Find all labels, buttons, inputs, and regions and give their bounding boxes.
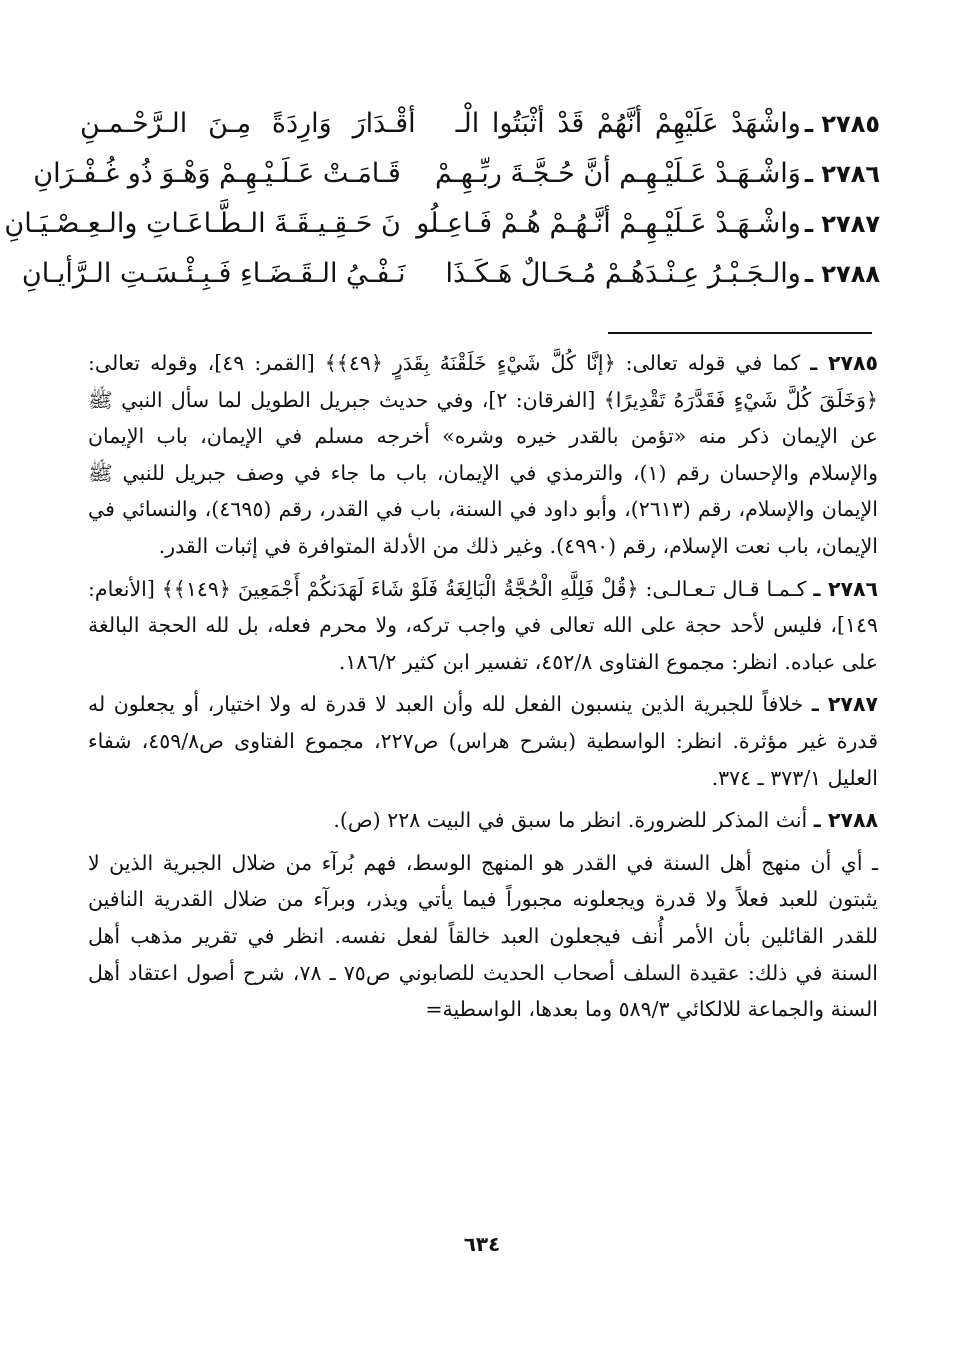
verse-number: ٢٧٨٥ ـ — [804, 110, 880, 138]
verse-first-hemistich: والـجَـبْـرُ عِـنْـدَهُـمْ مُـحَـالٌ هَـكَـذَا — [445, 258, 801, 289]
footnotes — [88, 345, 878, 1034]
verse-block — [4, 108, 880, 308]
verse-number: ٢٧٨٨ ـ — [804, 260, 880, 288]
verse-second-hemistich: نَ حَـقِـيـقَـةَ الـطَّـاعَـاتِ والـعِـصْـيَـانِ — [4, 208, 401, 239]
verse-line — [33, 158, 880, 208]
footnote-text: خلافاً للجبرية الذين ينسبون الفعل لله وأن العبد لا قدرة له ولا اختيار، أو يجعلون له قدرة غير مؤثرة. انظر: الواسطية (بشرح هراس) ص٢٢٧، مجموع الفتاوى ص٤٥٩/٨، شفاء العليل ٣٧٣/١ ـ ٣٧٤. — [88, 692, 878, 790]
footnote-number: ٢٧٨٧ ـ — [811, 692, 878, 717]
verse-first-hemistich: واشْـهَـدْ عَـلَيْـهِـمْ أنَّـهُـمْ هُـمْ فَـاعِـلُو — [416, 208, 801, 239]
footnote — [88, 686, 878, 796]
footnote-number: ٢٧٨٨ ـ — [813, 808, 878, 833]
footnote — [88, 802, 878, 839]
verse-line — [21, 258, 880, 308]
verse-line — [4, 208, 880, 258]
footnote-number: ٢٧٨٥ ـ — [810, 351, 878, 375]
footnote-number: ٢٧٨٦ ـ — [813, 576, 878, 601]
verse-line — [80, 108, 880, 158]
verse-second-hemistich: أقْـدَارَ وَارِدَةً مِـنَ الـرَّحْـمـنِ — [80, 108, 416, 139]
footnote — [88, 571, 878, 681]
footnote-continuation — [88, 845, 878, 1028]
footnote-text: كـمـا قـال تـعـالـى: ﴿قُلْ فَلِلَّهِ الْحُجَّةُ الْبَالِغَةُ فَلَوْ شَاءَ لَهَدَنكُمْ أَجْمَعِينَ ﴿١٤٩﴾﴾ [الأنعام: ١٤٩]، فليس لأحد حجة على الله تعالى في واجب تركه، ولا محرم فعله، بل لله الحجة البالغة على عباده. انظر: مجموع الفتاوى ٤٥٢/٨، تفسير ابن كثير ١٨٦/٢. — [88, 576, 878, 674]
verse-number: ٢٧٨٦ ـ — [804, 160, 880, 188]
verse-number: ٢٧٨٧ ـ — [804, 210, 880, 238]
verse-second-hemistich: نَـفْـيُ الـقَـضَـاءِ فَـبِـئْـسَـتِ الـرَّأيـانِ — [21, 258, 406, 289]
verse-first-hemistich: واشْهَدْ عَلَيْهِمْ أنَّهُمْ قَدْ أثْبَتُوا الْـ — [455, 108, 801, 139]
footnote-separator — [608, 332, 872, 334]
footnote — [88, 345, 878, 565]
page-number: ٦٣٤ — [463, 1232, 501, 1256]
footnote-text: أنث المذكر للضرورة. انظر ما سبق في البيت ٢٢٨ (ص). — [333, 808, 808, 833]
verse-first-hemistich: وَاشْـهَـدْ عَـلَيْـهِـم أنَّ حُـجَّـةَ ربِّـهِـمْ — [435, 158, 801, 189]
footnote-text: ـ أي أن منهج أهل السنة في القدر هو المنهج الوسط، فهم بُرآء من ضلال الجبرية الذين لا يثبتون للعبد فعلاً ولا قدرة ويجعلونه مجبوراً فيما يأتي ويذر، وبرآء من ضلال القدرية النافين للقدر القائلين بأن الأمر أُنف فيجعلون العبد خالقاً لفعل نفسه. انظر في تقرير مذهب أهل السنة في ذلك: عقيدة السلف أصحاب الحديث للصابوني ص٧٥ ـ ٧٨، شرح أصول اعتقاد أهل السنة والجماعة للالكائي ٥٨٩/٣ وما بعدها، الواسطية= — [88, 850, 878, 1022]
footnote-text: كما في قوله تعالى: ﴿إنَّا كُلَّ شَيْءٍ خَلَقْنَهُ بِقَدَرٍ ﴿٤٩﴾﴾ [القمر: ٤٩]، وقوله تعالى: ﴿وَخَلَقَ كُلَّ شَيْءٍ فَقَدَّرَهُ تَقْدِيرًا﴾ [الفرقان: ٢]، وفي حديث جبريل الطويل لما سأل النبي ﷺ عن الإيمان ذكر منه «تؤمن بالقدر خيره وشره» أخرجه مسلم في الإيمان، باب الإيمان والإسلام والإحسان رقم (١)، والترمذي في الإيمان، باب ما جاء في وصف جبريل للنبي ﷺ الإيمان والإسلام، رقم (٢٦١٣)، وأبو داود في السنة، باب في القدر، رقم (٤٦٩٥)، والنسائي في الإيمان، باب نعت الإسلام، رقم (٤٩٩٠). وغير ذلك من الأدلة المتوافرة في إثبات القدر. — [88, 351, 879, 558]
verse-second-hemistich: قَـامَـتْ عَـلَـيْـهِـمْ وَهْـوَ ذُو غُـفْـرَانِ — [33, 158, 401, 189]
